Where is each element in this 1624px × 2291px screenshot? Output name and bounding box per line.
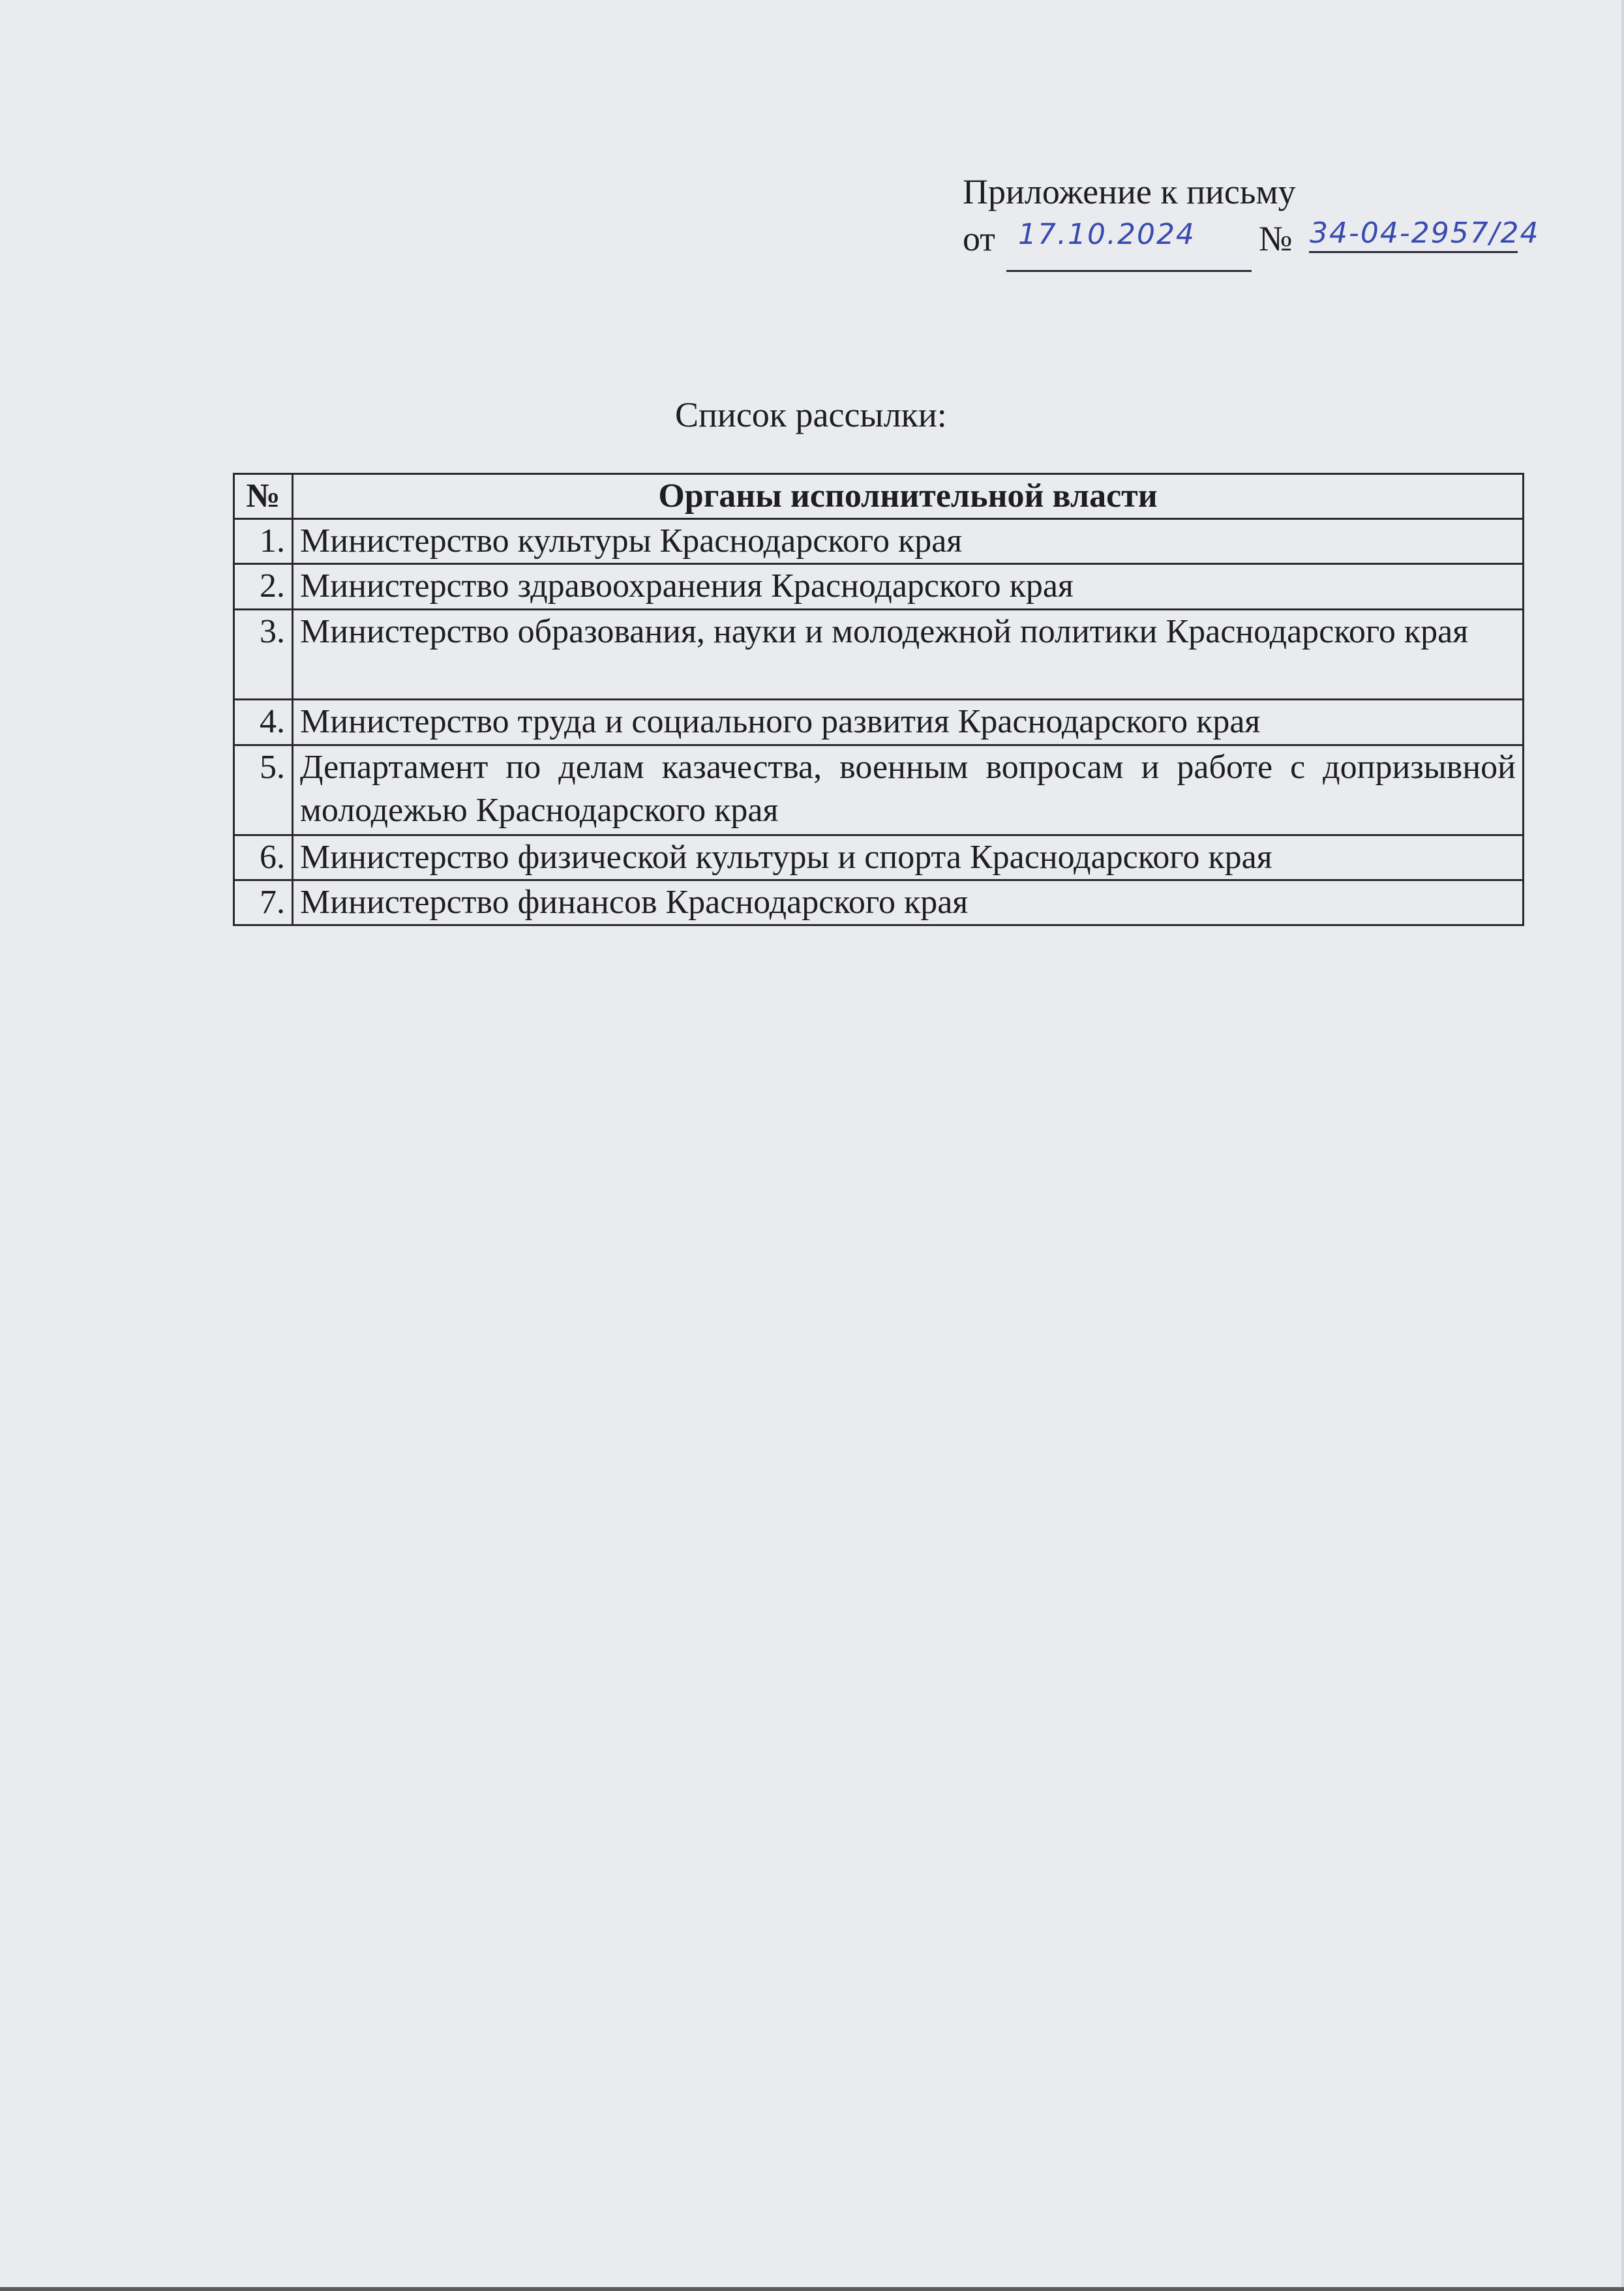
number-label: № (1259, 219, 1293, 258)
organization-name: Министерство здравоохранения Краснодарского края (293, 564, 1524, 610)
annex-title: Приложение к письму (963, 172, 1296, 211)
handwritten-date: 17.10.2024 (1018, 218, 1195, 251)
date-underline (1006, 270, 1252, 272)
column-header-number: № (234, 474, 293, 519)
organization-name: Министерство финансов Краснодарского края (293, 880, 1524, 925)
organization-name: Департамент по делам казачества, военным вопросам и работе с допризывной молодежью Краснодарского края (293, 745, 1524, 835)
row-number: 2. (234, 564, 293, 610)
distribution-list-title: Список рассылки: (675, 395, 947, 434)
table-row (234, 880, 1524, 925)
annex-title-line (963, 168, 1296, 215)
organization-name: Министерство культуры Краснодарского края (293, 519, 1524, 564)
row-number: 7. (234, 880, 293, 925)
table-row (234, 519, 1524, 564)
scan-edge-bottom (0, 2287, 1624, 2291)
row-number: 1. (234, 519, 293, 564)
row-number: 3. (234, 610, 293, 700)
column-header-organization: Органы исполнительной власти (293, 474, 1524, 519)
row-number: 6. (234, 835, 293, 880)
organization-name: Министерство образования, науки и молодежной политики Краснодарского края (293, 610, 1524, 700)
from-label: от (963, 219, 995, 258)
table-row (234, 610, 1524, 700)
row-number: 4. (234, 700, 293, 745)
row-number: 5. (234, 745, 293, 835)
organization-name: Министерство физической культуры и спорта Краснодарского края (293, 835, 1524, 880)
organization-name: Министерство труда и социального развития Краснодарского края (293, 700, 1524, 745)
table-header-row (234, 474, 1524, 519)
table-row (234, 700, 1524, 745)
table-row (234, 564, 1524, 610)
table-row (234, 835, 1524, 880)
scan-edge-right (1621, 0, 1624, 2291)
handwritten-number: 34-04-2957/24 (1310, 217, 1540, 250)
distribution-table (233, 473, 1524, 926)
annex-header (963, 168, 1540, 262)
annex-ref-line (963, 215, 1540, 262)
table-row (234, 745, 1524, 835)
number-underline (1309, 251, 1518, 253)
